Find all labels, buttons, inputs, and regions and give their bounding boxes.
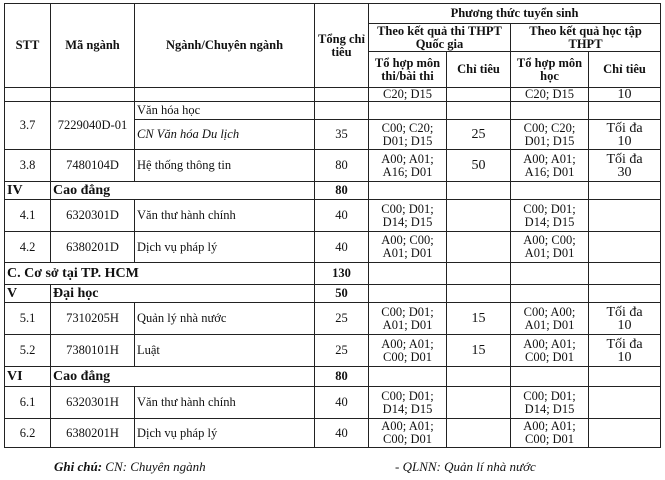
tong-cell: 80	[315, 182, 369, 200]
to-hop-cell: C00; D01; A01; D01	[369, 303, 447, 335]
header-to-hop-mon-hoc: Tổ hợp môn học	[511, 52, 589, 88]
section-number: VI	[5, 367, 51, 387]
header-nganh: Ngành/Chuyên ngành	[135, 4, 315, 88]
stt-cell: 6.2	[5, 419, 51, 448]
stt-cell: 6.1	[5, 387, 51, 419]
tong-cell: 130	[315, 263, 369, 285]
section-row	[5, 182, 661, 200]
chuyen-nganh-cell: CN Văn hóa Du lịch	[135, 120, 315, 150]
chi-tieu-cell: 10	[589, 88, 661, 102]
chi-tieu-cell: 25	[447, 120, 511, 150]
tong-cell: 40	[315, 419, 369, 448]
nganh-cell: Dịch vụ pháp lý	[135, 419, 315, 448]
tong-cell: 50	[315, 285, 369, 303]
note-label: Ghi chú:	[54, 459, 103, 474]
chi-tieu-cell: Tối đa 10	[589, 335, 661, 367]
tong-cell: 80	[315, 367, 369, 387]
header-tong-chi-tieu: Tổng chỉ tiêu	[315, 4, 369, 88]
ma-nganh-cell: 6380201D	[51, 232, 135, 263]
ma-nganh-cell: 6320301H	[51, 387, 135, 419]
chi-tieu-cell: Tối đa 30	[589, 150, 661, 182]
tong-cell: 25	[315, 335, 369, 367]
admission-table	[4, 3, 661, 448]
section-title: C. Cơ sở tại TP. HCM	[5, 263, 315, 285]
stt-cell: 5.1	[5, 303, 51, 335]
tong-cell: 25	[315, 303, 369, 335]
header-ma-nganh: Mã ngành	[51, 4, 135, 88]
chi-tieu-cell: 15	[447, 303, 511, 335]
section-title: Cao đẳng	[51, 367, 315, 387]
header-theo-hoc-tap: Theo kết quả học tập THPT	[511, 24, 661, 52]
table-row	[5, 102, 661, 120]
stt-cell: 4.2	[5, 232, 51, 263]
ma-nganh-cell: 6320301D	[51, 200, 135, 232]
to-hop-cell: C20; D15	[369, 88, 447, 102]
to-hop-cell: A00; C00; A01; D01	[369, 232, 447, 263]
section-title: Đại học	[51, 285, 315, 303]
to-hop-cell: A00; A01; A16; D01	[511, 150, 589, 182]
section-row	[5, 285, 661, 303]
section-number: V	[5, 285, 51, 303]
note-right-text: - QLNN: Quản lí nhà nước	[395, 459, 536, 474]
header-chi-tieu-1: Chỉ tiêu	[447, 52, 511, 88]
to-hop-cell: C00; D01; D14; D15	[511, 387, 589, 419]
header-stt: STT	[5, 4, 51, 88]
nganh-cell: Văn thư hành chính	[135, 387, 315, 419]
table-row	[5, 303, 661, 335]
tong-cell: 40	[315, 232, 369, 263]
to-hop-cell: C00; D01; D14; D15	[369, 200, 447, 232]
to-hop-cell: C00; C20; D01; D15	[511, 120, 589, 150]
ma-nganh-cell: 7310205H	[51, 303, 135, 335]
nganh-cell: Quản lý nhà nước	[135, 303, 315, 335]
stt-cell: 5.2	[5, 335, 51, 367]
tong-cell: 40	[315, 387, 369, 419]
ma-nganh-cell: 6380201H	[51, 419, 135, 448]
chi-tieu-cell: 50	[447, 150, 511, 182]
section-row	[5, 367, 661, 387]
header-theo-thpt-qg: Theo kết quả thi THPT Quốc gia	[369, 24, 511, 52]
to-hop-cell: C00; A00; A01; D01	[511, 303, 589, 335]
nganh-cell: Dịch vụ pháp lý	[135, 232, 315, 263]
to-hop-cell: A00; A01; C00; D01	[369, 419, 447, 448]
tong-cell: 35	[315, 120, 369, 150]
header-phuong-thuc: Phương thức tuyển sinh	[369, 4, 661, 24]
note-left-text: CN: Chuyên ngành	[105, 459, 206, 474]
stt-cell: 4.1	[5, 200, 51, 232]
chi-tieu-cell: 15	[447, 335, 511, 367]
table-row	[5, 387, 661, 419]
to-hop-cell: C00; C20; D01; D15	[369, 120, 447, 150]
table-row	[5, 150, 661, 182]
table-row	[5, 419, 661, 448]
stt-cell: 3.7	[5, 102, 51, 150]
ma-nganh-cell: 7380101H	[51, 335, 135, 367]
header-to-hop-mon-thi: Tổ hợp môn thi/bài thi	[369, 52, 447, 88]
nganh-cell: Luật	[135, 335, 315, 367]
table-row	[5, 232, 661, 263]
nganh-cell: Hệ thống thông tin	[135, 150, 315, 182]
nganh-cell: Văn thư hành chính	[135, 200, 315, 232]
chi-tieu-cell: Tối đa 10	[589, 303, 661, 335]
table-row	[5, 200, 661, 232]
ma-nganh-cell: 7229040D-01	[51, 102, 135, 150]
to-hop-cell: C00; D01; D14; D15	[369, 387, 447, 419]
table-row	[5, 335, 661, 367]
to-hop-cell: A00; A01; A16; D01	[369, 150, 447, 182]
to-hop-cell: C00; D01; D14; D15	[511, 200, 589, 232]
section-title: Cao đẳng	[51, 182, 315, 200]
to-hop-cell: A00; A01; C00; D01	[511, 335, 589, 367]
section-row	[5, 263, 661, 285]
to-hop-cell: A00; A01; C00; D01	[369, 335, 447, 367]
to-hop-cell: A00; A01; C00; D01	[511, 419, 589, 448]
stt-cell: 3.8	[5, 150, 51, 182]
table-row	[5, 88, 661, 102]
note-right	[395, 459, 536, 475]
note-left	[54, 459, 206, 475]
header-chi-tieu-2: Chỉ tiêu	[589, 52, 661, 88]
to-hop-cell: A00; C00; A01; D01	[511, 232, 589, 263]
nganh-cell: Văn hóa học	[135, 102, 315, 120]
tong-cell: 40	[315, 200, 369, 232]
section-number: IV	[5, 182, 51, 200]
tong-cell: 80	[315, 150, 369, 182]
ma-nganh-cell: 7480104D	[51, 150, 135, 182]
to-hop-cell: C20; D15	[511, 88, 589, 102]
chi-tieu-cell: Tối đa 10	[589, 120, 661, 150]
